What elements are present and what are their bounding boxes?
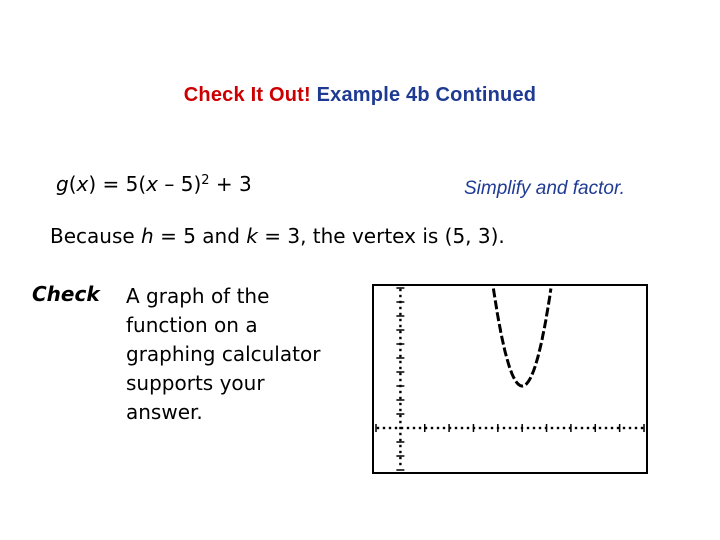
check-line: A graph of the <box>126 284 270 308</box>
x-axis-dot <box>551 427 553 429</box>
x-axis-dot <box>461 427 463 429</box>
because-k: k <box>246 224 258 248</box>
because-mid2: = 3, the vertex is (5, 3). <box>257 224 505 248</box>
vertex-statement <box>50 224 505 248</box>
y-axis-dot <box>399 439 401 441</box>
because-mid1: = 5 and <box>153 224 247 248</box>
function-equation <box>56 172 252 196</box>
equation-inner-var: x <box>146 172 159 196</box>
because-h: h <box>141 224 154 248</box>
x-axis-dot <box>395 427 397 429</box>
calculator-graph <box>372 284 648 474</box>
x-axis-dot <box>377 427 379 429</box>
equation-inner-rest: – 5) <box>158 172 202 196</box>
x-axis-dot <box>389 427 391 429</box>
y-axis-dot <box>399 433 401 435</box>
check-line: function on a <box>126 313 258 337</box>
y-axis-dot <box>399 409 401 411</box>
equation-arg: x <box>76 172 89 196</box>
because-pre: Because <box>50 224 142 248</box>
equation-exponent: 2 <box>201 173 210 188</box>
x-axis-dot <box>491 427 493 429</box>
x-axis-dot <box>605 427 607 429</box>
y-axis-dot <box>399 355 401 357</box>
x-axis-dot <box>455 427 457 429</box>
x-axis-dot <box>587 427 589 429</box>
x-axis-dot <box>629 427 631 429</box>
graph-border <box>373 285 647 473</box>
title-check-it-out: Check It Out! <box>183 84 311 106</box>
y-axis-dot <box>399 379 401 381</box>
y-axis-dot <box>399 373 401 375</box>
equation-arg-open: ( <box>68 172 77 196</box>
x-axis-dot <box>467 427 469 429</box>
check-label: Check <box>32 282 100 306</box>
x-axis-dot <box>437 427 439 429</box>
title-example: Example 4b Continued <box>316 84 537 106</box>
x-axis-dot <box>557 427 559 429</box>
x-axis-dot <box>419 427 421 429</box>
equation-fn: g <box>56 172 69 196</box>
y-axis-dot <box>399 415 401 417</box>
x-axis-dot <box>581 427 583 429</box>
x-axis-dot <box>485 427 487 429</box>
x-axis-dot <box>509 427 511 429</box>
check-line: supports your <box>126 371 265 395</box>
x-axis-dot <box>527 427 529 429</box>
x-axis-dot <box>383 427 385 429</box>
y-axis-dot <box>399 361 401 363</box>
y-axis-dot <box>399 307 401 309</box>
y-axis-dot <box>399 313 401 315</box>
x-axis-dot <box>431 427 433 429</box>
x-axis-dot <box>539 427 541 429</box>
calculator-graph-svg <box>372 284 648 474</box>
y-axis-dot <box>399 451 401 453</box>
x-axis-dot <box>563 427 565 429</box>
x-axis-dot <box>617 427 619 429</box>
check-line: graphing calculator <box>126 342 321 366</box>
y-axis-dot <box>399 427 401 429</box>
x-axis-dot <box>599 427 601 429</box>
check-text <box>126 282 366 427</box>
y-axis-dot <box>399 403 401 405</box>
equation-tail: + 3 <box>209 172 252 196</box>
y-axis-dot <box>399 463 401 465</box>
x-axis-dot <box>641 427 643 429</box>
x-axis-dot <box>479 427 481 429</box>
x-axis-dot <box>575 427 577 429</box>
equation-arg-close: ) = 5( <box>88 172 147 196</box>
check-line: answer. <box>126 400 203 424</box>
y-axis-dot <box>399 397 401 399</box>
y-axis-dot <box>399 349 401 351</box>
y-axis-dot <box>399 295 401 297</box>
x-axis-dot <box>503 427 505 429</box>
x-axis-dot <box>611 427 613 429</box>
y-axis-dot <box>399 457 401 459</box>
y-axis-dot <box>399 445 401 447</box>
x-axis-dot <box>443 427 445 429</box>
x-axis-dot <box>407 427 409 429</box>
x-axis-dot <box>413 427 415 429</box>
x-axis-dot <box>635 427 637 429</box>
y-axis-dot <box>399 337 401 339</box>
step-note: Simplify and factor. <box>464 178 625 199</box>
y-axis-dot <box>399 391 401 393</box>
y-axis-dot <box>399 289 401 291</box>
slide-title <box>0 84 720 107</box>
x-axis-dot <box>515 427 517 429</box>
y-axis-dot <box>399 319 401 321</box>
y-axis-dot <box>399 421 401 423</box>
y-axis-dot <box>399 325 401 327</box>
x-axis-dot <box>623 427 625 429</box>
x-axis-dot <box>533 427 535 429</box>
y-axis-dot <box>399 331 401 333</box>
y-axis-dot <box>399 367 401 369</box>
